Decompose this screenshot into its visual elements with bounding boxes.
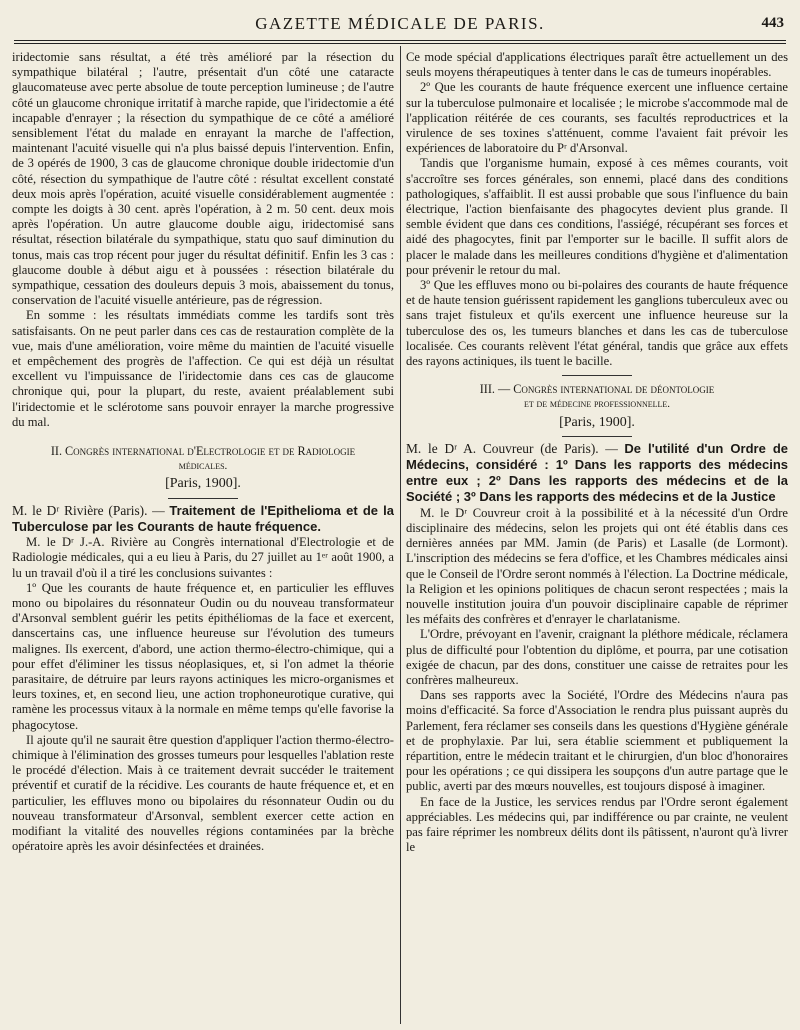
- section-title: II. Congrès international d'Electrologie et de Radiologie: [50, 444, 356, 459]
- paragraph: Il ajoute qu'il ne saurait être question d'appliquer l'action thermo-électro-chimique à l'élimination des grosses tumeurs pour lesquelles l'ablation reste le procédé d'élection. Mais à ce traitement devrait succéder le traitement préventif et curatif de la récidive. Les courants de haute fréquence et, et en particulier, les effluves mono ou bipolaires du résonnateur Oudin ou du nouveau transformateur d'Arsonval, semblent exercer cette action en modifiant la vitalité des nouvelles régions contaminées par la brèche opératoire après les avoir désinfectées et drainées.: [12, 732, 394, 854]
- paragraph: 1º Que les courants de haute fréquence et, en particulier les effluves mono ou bipolaires du résonnateur Oudin ou du nouveau transformateur d'Arsonval semblent guérir les petits épithéliomas de la face et exercent, danscertains cas, une influence heureuse sur l'évolution des tumeurs malignes. Ils exercent, d'abord, une action thermo-électro-chimique, qui a pour effet d'éliminer les tissus néoplasiques, et, si l'on admet la théorie parasitaire, de détruire par leurs rayons actiniques les micro-organismes et leurs toxines, et, en second lieu, une action trophoneurotique curative, qui ramène les processus vitaux à la normale en même temps qu'elle favorise la phagocytose.: [12, 580, 394, 732]
- article-author: M. le Dʳ Rivière (Paris).: [12, 502, 148, 518]
- paragraph: M. le Dʳ J.-A. Rivière au Congrès international d'Electrologie et de Radiologie médicales, qui a eu lieu à Paris, du 27 juillet au 1ᵉʳ août 1900, a lu un travail d'où il a tiré les conclusions suivantes :: [12, 535, 394, 580]
- section-heading-iii: [406, 382, 788, 430]
- section-rule: [168, 498, 238, 499]
- section-place-date: [Paris, 1900].: [559, 414, 635, 430]
- paragraph: iridectomie sans résultat, a été très amélioré par la résection du sympathique bilatéral ; l'autre, présentait d'un côté une cataracte glaucomateuse avec perte absolue de toute perception lumineuse ; de l'autre côté un glaucome chronique irritatif à marche rapide, que l'iridectomie a été incapable d'enrayer ; la résection du sympathique de ce côté a amélioré sensiblement l'état du malade en enrayant la marche de l'affection, maintenant l'acuité visuelle qui n'a plus baissé depuis l'intervention. Enfin, de 3 opérés de 1900, 3 cas de glaucome chronique double iridectomie d'un côté, résection du sympathique de l'autre côté : résultat excellent constaté deux mois après l'opération, acuité visuelle considérablement augmentée : compte les doigts à 30 cent. après l'opération, à 2 m. 50 cent. deux mois après l'opération. Un autre glaucome double aigu, iridectomisé sans résultat, résection bilatérale du sympathique, statu quo sauf diminution du tonus, mais cas trop récent pour juger du résultat définitif. Enfin les 3 cas : glaucome double à début aigu et à poussées : résection bilatérale du sympathique, cessation des douleurs depuis 3 mois, abaissement du tonus, conservation de l'acuité visuelle antérieure, pas de régression.: [12, 50, 394, 308]
- article-title: Traitement de l'Epithelioma et de la Tuberculose par les Courants de haute fréquence.: [12, 502, 394, 534]
- article-author: M. le Dʳ A. Couvreur (de Paris).: [406, 440, 599, 456]
- header-rule: [14, 40, 786, 41]
- header-rule-double: [14, 43, 786, 44]
- paragraph: Ce mode spécial d'applications électriques paraît être actuellement un des seuls moyens thérapeutiques à tenter dans le cas de tumeurs inopérables.: [406, 50, 788, 80]
- section-rule: [562, 375, 632, 376]
- section-heading-ii: [12, 444, 394, 492]
- paragraph: 2º Que les courants de haute fréquence exercent une influence certaine sur la tuberculose pulmonaire et localisée ; le microbe s'accommode mal de l'application réitérée de ces courants, ses facultés reproductrices et la virulence de ses toxines s'atténuent, comme l'avaient fait prévoir les expériences de laboratoire du Pʳ d'Arsonval.: [406, 80, 788, 156]
- article-title: De l'utilité d'un Ordre de Médecins, considéré : 1º Dans les rapports des médecins entre eux ; 2º Dans les rapports des médecins et de la Société ; 3º Dans les rapports des médecins et de la Justice: [406, 440, 788, 505]
- right-column: [406, 50, 788, 1026]
- article-heading: [406, 441, 788, 506]
- column-divider: [400, 46, 401, 1024]
- journal-title: GAZETTE MÉDICALE DE PARIS.: [255, 14, 545, 33]
- paragraph: Tandis que l'organisme humain, exposé à ces mêmes courants, voit s'accroître ses forces générales, son ennemi, placé dans des conditions pathologiques, s'affaiblit. Il est aussi probable que sous l'influence du bain électrique, l'action bienfaisante des phagocytes devient plus grande. Il semble évident que dans ces conditions, l'assiégé, récupérant ses forces et aidé des phagocytes, finit par l'emporter sur le bacille. Il suffit alors de placer le malade dans les meilleures conditions d'hygiène et d'alimentation pour prévenir le retour du mal.: [406, 156, 788, 277]
- paragraph: L'Ordre, prévoyant en l'avenir, craignant la pléthore médicale, réclamera plus de difficulté pour l'obtention du diplôme, et pourra, par une cotisation exigée de chacun, par des dons, constituer une caisse de retraites pour les confrères malheureux.: [406, 627, 788, 687]
- section-title: III. — Congrès international de déontologie: [479, 382, 715, 397]
- paragraph: 3º Que les effluves mono ou bi-polaires des courants de haute fréquence et de haute tension guérissent rapidement les ganglions tuberculeux avec ou sans trajet fistuleux et qu'ils exercent une influence heureuse sur la tuberculose des os, les tumeurs blanches et dans les cas de tuberculose localisée. Ces courants relèvent l'état général, tandis que grâce aux effets des rayons actiniques, ils tuent le bacille.: [406, 278, 788, 369]
- article-dash: —: [598, 441, 625, 456]
- paragraph: Dans ses rapports avec la Société, l'Ordre des Médecins n'aura pas moins d'efficacité. Sa force d'Association le rendra plus puissant auprès du Parlement, fera réclamer ses conseils dans les questions d'Hygiène générale et de prophylaxie. Par lui, sera établie sciemment et publiquement la répartition, entre le médecin traitant et le chirurgien, d'un bloc d'honoraires pour les opérations ; ce qui dissipera les soupçons d'un autre partage que le public, averti par des mœurs nouvelles, est toujours disposé à imaginer.: [406, 688, 788, 794]
- section-place-date: [Paris, 1900].: [165, 476, 241, 492]
- article-heading: [12, 503, 394, 535]
- left-column: [12, 50, 394, 1026]
- paragraph: M. le Dʳ Couvreur croit à la possibilité et à la nécessité d'un Ordre disciplinaire des médecins, selon les projets qui ont été établis dans ces dernières années par MM. Jamin (de Paris) et Lasalle (de Lormont). L'inscription des médecins se fera d'office, et les Chambres médicales ainsi que le Conseil de l'Ordre seront nommés à l'élection. La Doctrine médicale, la Religion et les opinions politiques de chacun seront respectées ; mais la nouvelle institution jouira d'un pouvoir disciplinaire capable de réprimer les méfaits des confrères et d'enrayer le charlatanisme.: [406, 505, 788, 627]
- section-rule: [562, 436, 632, 437]
- section-title-cont: médicales.: [178, 460, 228, 473]
- page-header: [10, 14, 790, 40]
- paragraph: En somme : les résultats immédiats comme les tardifs sont très satisfaisants. On ne peut parler dans ces cas de restauration complète de la vue, mais d'une amélioration, voire même du maintien de l'acuité visuelle et empêchement des progrès de l'affection. Ce qui est déjà un résultat excellent vu l'impuissance de l'iridectomie dans ces cas de glaucome chronique qui, pour la plupart, du reste, avaient préalablement subi l'iridectomie et le sclérotome sans pouvoir enrayer la marche progressive du mal.: [12, 308, 394, 429]
- paragraph: En face de la Justice, les services rendus par l'Ordre seront également appréciables. Les médecins qui, par indifférence ou par crainte, ne veulent pas faire réprimer les nombreux délits dont ils pâtissent, n'auront qu'à livrer le: [406, 794, 788, 855]
- section-title-cont: et de médecine professionnelle.: [523, 398, 671, 411]
- page-number: 443: [761, 15, 784, 31]
- article-dash: —: [147, 503, 170, 518]
